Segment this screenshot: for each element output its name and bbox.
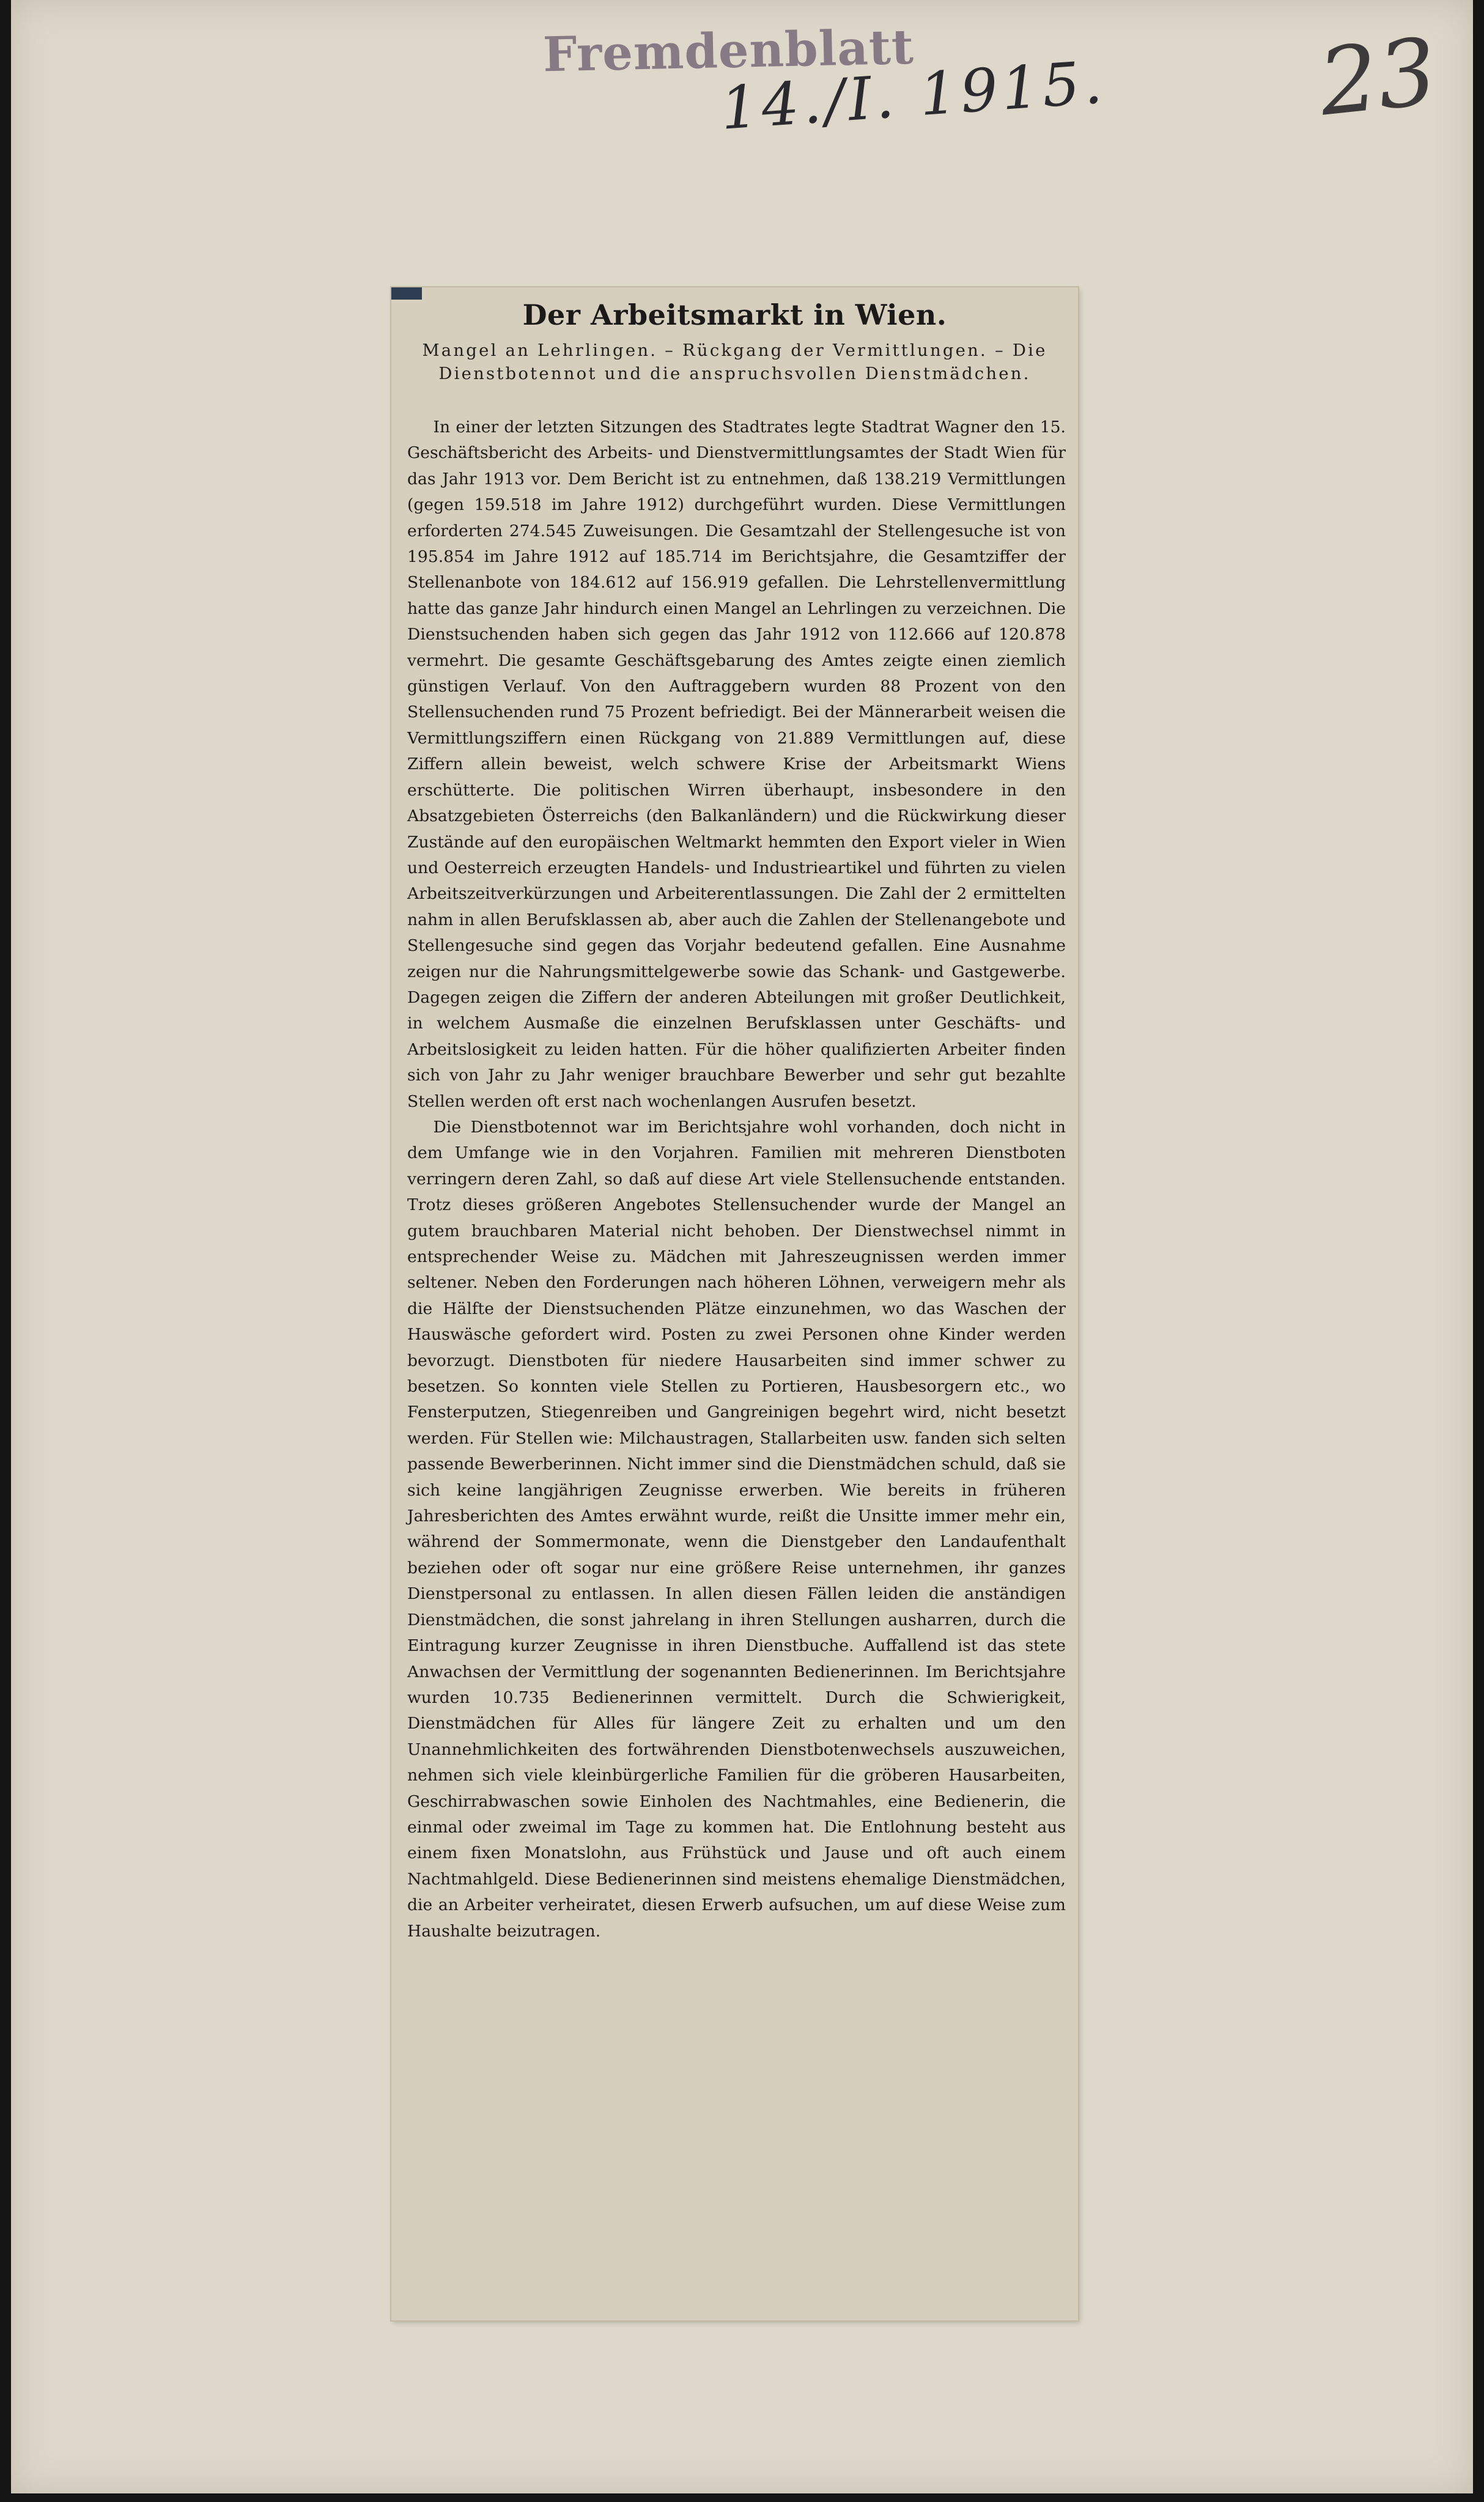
article-paragraph-1: In einer der letzten Sitzungen des Stadtrates legte Stadtrat Wagner den 15. Geschäftsbericht des Arbeits- und Dienstvermittlungsamtes der Stadt Wien für das Jahr 1913 vor. Dem Bericht ist zu entnehmen, daß 138.219 Vermittlungen (gegen 159.518 im Jahre 1912) durchgeführt wurden. Diese Vermittlungen erforderten 274.545 Zuweisungen. Die Gesamtzahl der Stellengesuche ist von 195.854 im Jahre 1912 auf 185.714 im Berichtsjahre, die Gesamtziffer der Stellenanbote von 184.612 auf 156.919 gefallen. Die Lehrstellenvermittlung hatte das ganze Jahr hindurch einen Mangel an Lehrlingen zu verzeichnen. Die Dienstsuchenden haben sich gegen das Jahr 1912 von 112.666 auf 120.878 vermehrt. Die gesamte Geschäftsgebarung des Amtes zeigte einen ziemlich günstigen Verlauf. Von den Auftraggebern wurden 88 Prozent von den Stellensuchenden rund 75 Prozent befriedigt. Bei der Männerarbeit weisen die Vermittlungsziffern einen Rückgang von 21.889 Vermittlungen auf, diese Ziffern allein beweist, welch schwere Krise der Arbeitsmarkt Wiens erschütterte. Die politischen Wirren überhaupt, insbesondere in den Absatzgebieten Österreichs (den Balkanländern) und die Rückwirkung dieser Zustände auf den europäischen Weltmarkt hemmten den Export vieler in Wien und Oesterreich erzeugten Handels- und Industrieartikel und führten zu vielen Arbeitszeitverkürzungen und Arbeiterentlassungen. Die Zahl der 2 ermittelten nahm in allen Berufsklassen ab, aber auch die Zahlen der Stellenangebote und Stellengesuche sind gegen das Vorjahr bedeutend gefallen. Eine Ausnahme zeigen nur die Nahrungsmittelgewerbe sowie das Schank- und Gastgewerbe. Dagegen zeigen die Ziffern der anderen Abteilungen mit großer Deutlichkeit, in welchem Ausmaße die einzelnen Berufsklassen unter Geschäfts- und Arbeitslosigkeit zu leiden hatten. Für die höher qualifizierten Arbeiter finden sich von Jahr zu Jahr weniger brauchbare Bewerber und sehr gut bezahlte Stellen werden oft erst nach wochenlangen Ausrufen besetzt. — [407, 418, 1066, 1111]
article-body — [407, 415, 1066, 1944]
article-subhead: Mangel an Lehrlingen. – Rückgang der Vermittlungen. – Die Dienstbotennot und die anspruchsvollen Dienstmädchen. — [422, 341, 1047, 383]
page-number: 23 — [1314, 18, 1442, 137]
article-paragraph-2: Die Dienstbotennot war im Berichtsjahre wohl vorhanden, doch nicht in dem Umfange wie in den Vorjahren. Familien mit mehreren Dienstboten verringern deren Zahl, so daß auf diese Art viele Stellensuchende entstanden. Trotz dieses größeren Angebotes Stellensuchender wurde der Mangel an gutem brauchbaren Material nicht behoben. Der Dienstwechsel nimmt in entsprechender Weise zu. Mädchen mit Jahreszeugnissen werden immer seltener. Neben den Forderungen nach höheren Löhnen, verweigern mehr als die Hälfte der Dienstsuchenden Plätze einzunehmen, wo das Waschen der Hauswäsche gefordert wird. Posten zu zwei Personen ohne Kinder werden bevorzugt. Dienstboten für niedere Hausarbeiten sind immer schwer zu besetzen. So konnten viele Stellen zu Portieren, Hausbesorgern etc., wo Fensterputzen, Stiegenreiben und Gangreinigen begehrt wird, nicht besetzt werden. Für Stellen wie: Milchaustragen, Stallarbeiten usw. fanden sich selten passende Bewerberinnen. Nicht immer sind die Dienstmädchen schuld, daß sie sich keine langjährigen Zeugnisse erwerben. Wie bereits in früheren Jahresberichten des Amtes erwähnt wurde, reißt die Unsitte immer mehr ein, während der Sommermonate, wenn die Dienstgeber den Landaufenthalt beziehen oder oft sogar nur eine größere Reise unternehmen, ihr ganzes Dienstpersonal zu entlassen. In allen diesen Fällen leiden die anständigen Dienstmädchen, die sonst jahrelang in ihren Stellungen ausharren, durch die Eintragung kurzer Zeugnisse in ihren Dienstbuche. Auffallend ist das stete Anwachsen der Vermittlung der sogenannten Bedienerinnen. Im Berichtsjahre wurden 10.735 Bedienerinnen vermittelt. Durch die Schwierigkeit, Dienstmädchen für Alles für längere Zeit zu erhalten und um den Unannehmlichkeiten des fortwährenden Dienstbotenwechsels auszuweichen, nehmen sich viele kleinbürgerliche Familien für die gröberen Hausarbeiten, Geschirrabwaschen sowie Einholen des Nachtmahles, eine Bedienerin, die einmal oder zweimal im Tage zu kommen hat. Die Entlohnung besteht aus einem fixen Monatslohn, aus Frühstück und Jause und oft auch einem Nachtmahlgeld. Diese Bedienerinnen sind meistens ehemalige Dienstmädchen, die an Arbeiter verheiratet, diesen Erwerb aufsuchen, um auf diese Weise zum Haushalte beizutragen. — [407, 1117, 1066, 1941]
handwritten-date: 14./I. 1915. — [718, 48, 1108, 143]
newspaper-clipping — [391, 287, 1078, 2320]
article-headline: Der Arbeitsmarkt in Wien. — [522, 298, 947, 331]
newspaper-stamp: Fremdenblatt — [542, 19, 915, 83]
